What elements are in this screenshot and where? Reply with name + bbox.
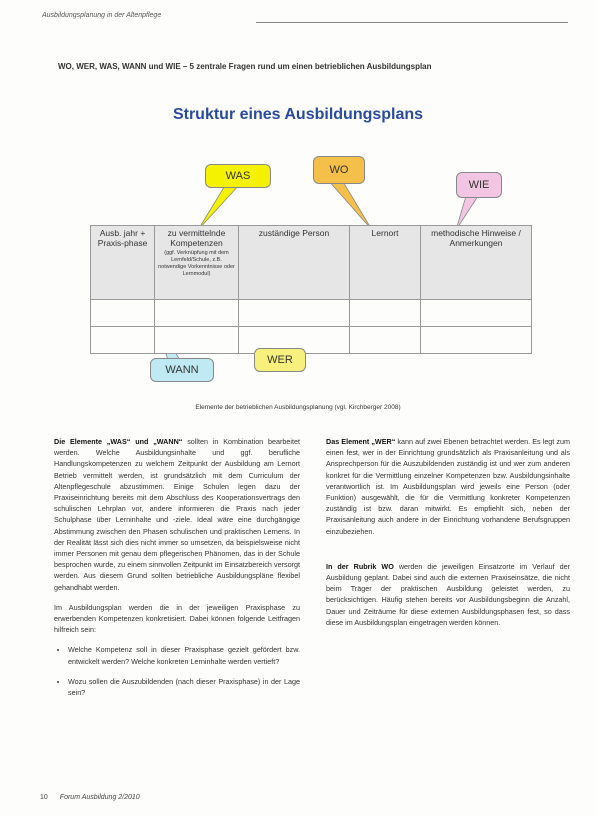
was-bubble: WAS bbox=[205, 164, 271, 188]
page-subtitle: WO, WER, WAS, WANN und WIE – 5 zentrale Fragen rund um einen betrieblichen Ausbildungsplan bbox=[58, 62, 432, 71]
wie-bubble: WIE bbox=[456, 172, 502, 198]
right-column bbox=[326, 436, 570, 637]
right-p2-text: werden die jeweiligen Einsatzorte im Verlauf der Ausbildung geplant. Dabei sind auch die externen Praxiseinsätze, die nicht beim Träger der praktischen Ausbildung geleistet werden, zu berücksichtigen. Häufig stehen bereits vor Ausbildungsbeginn die Anzahl, Dauer und Zeiträume für diese externen Ausbildungsphasen fest, so dass diese im Ausbildungsplan eingetragen werden können. bbox=[326, 561, 571, 627]
right-lead-1: Das Element „WER“ bbox=[326, 437, 396, 446]
wann-bubble: WANN bbox=[150, 358, 214, 382]
running-header: Ausbildungsplanung in der Altenpflege bbox=[42, 12, 162, 19]
guideline-list bbox=[54, 644, 300, 698]
plan-table bbox=[90, 225, 532, 354]
left-column bbox=[54, 436, 300, 707]
list-item: • Wozu sollen die Auszubildenden (nach dieser Praxisphase) in der Lage sein? bbox=[68, 676, 300, 698]
wer-bubble: WER bbox=[254, 348, 306, 372]
left-lead: Die Elemente „WAS“ und „WANN“ bbox=[54, 437, 183, 446]
wo-bubble: WO bbox=[313, 156, 365, 184]
page-footer bbox=[40, 794, 140, 801]
list-item: • Welche Kompetenz soll in dieser Praxisphase gezielt gefördert bzw. entwickelt werden? Welche konkreten Lerninhalte werden vertieft? bbox=[68, 644, 300, 666]
left-paragraph-1 bbox=[54, 436, 300, 593]
page-number: 10 bbox=[40, 794, 48, 801]
journal-name: Forum Ausbildung 2/2010 bbox=[59, 794, 140, 801]
left-p1-text: sollten in Kombination bearbeitet werden. Welche Ausbildungsinhalte und ggf. berufliche Handlungskompetenzen zu welchem Zeitpunkt der Ausbildung am Lernort Betrieb vermittelt werden, ist grundsätzlich mit dem Curriculum der Altenpflegeschule abzustimmen. Einige Schulen legen dazu der Praxiseinrichtung bereits mit dem Abschluss des Kooperationsvertrags den schulischen Lehrplan vor, andere informieren die Praxis nach jeder Schulphase über Lerninhalte und -ziele. Ideal wäre eine durchgängige Abstimmung zwischen den Phasen schulischen und praktischen Lernens. In der Realität lässt sich dies nicht immer so umsetzen, da beispielsweise nicht immer Personen mit genau dem pflegerischen Phänomen, das in der Schule besprochen wurde, zu einem sinnvollen Zeitpunkt im Einsatzbereich versorgt werden. Aus diesem Grund sollten betriebliche Ausbildungspläne flexibel gehandhabt werden. bbox=[54, 437, 300, 592]
col-kompetenzen-note: (ggf. Verknüpfung mit dem Lernfeld/Schule, z.B. notwendige Vorkenntnisse oder Lernmodul) bbox=[158, 250, 235, 277]
right-paragraph-2 bbox=[326, 561, 570, 628]
col-zustaendige-person: zuständige Person bbox=[239, 226, 350, 300]
col-lernort: Lernort bbox=[350, 226, 421, 300]
was-tail bbox=[198, 184, 240, 230]
right-lead-2: In der Rubrik WO bbox=[326, 561, 394, 571]
right-p1-text: kann auf zwei Ebenen betrachtet werden. Es legt zum einen fest, wer in der Einrichtung grundsätzlich als Praxisanleitung und als Ansprechperson für die Auszubildenden zuständig ist und wer zum anderen konkret für die Vermittlung einzelner Kompetenzen bzw. Ausbildungsinhalte verantwortlich ist. Im Ausbildungsplan wird jeweils eine Person (oder Funktion) ausgewählt, die für die Vermittlung konkreter Kompetenzen zuständig ist bzw. daran mitwirkt. Es empfiehlt sich, neben der Praxisanleitung auch andere in der Einrichtung vorhandene Berufsgruppen einzubeziehen. bbox=[326, 437, 570, 536]
page-title: Struktur eines Ausbildungsplans bbox=[172, 106, 424, 123]
table-header-row bbox=[91, 226, 532, 300]
figure-caption: Elemente der betrieblichen Ausbildungsplanung (vgl. Kirchberger 2008) bbox=[195, 404, 401, 411]
col-ausbildungsjahr: Ausb. jahr + Praxis-phase bbox=[91, 226, 155, 300]
col-hinweise: methodische Hinweise / Anmerkungen bbox=[421, 226, 532, 300]
right-paragraph-1 bbox=[326, 436, 570, 537]
table-row bbox=[91, 300, 532, 327]
col-kompetenzen bbox=[155, 226, 239, 300]
col-kompetenzen-label: zu vermittelnde Kompetenzen bbox=[167, 228, 226, 248]
left-paragraph-2: Im Ausbildungsplan werden die in der jeweiligen Praxisphase zu erwerbenden Kompetenzen konkretisiert. Dabei können folgende Leitfragen hilfreich sein: bbox=[54, 602, 300, 635]
wo-tail bbox=[328, 180, 372, 230]
table-row bbox=[91, 327, 532, 354]
